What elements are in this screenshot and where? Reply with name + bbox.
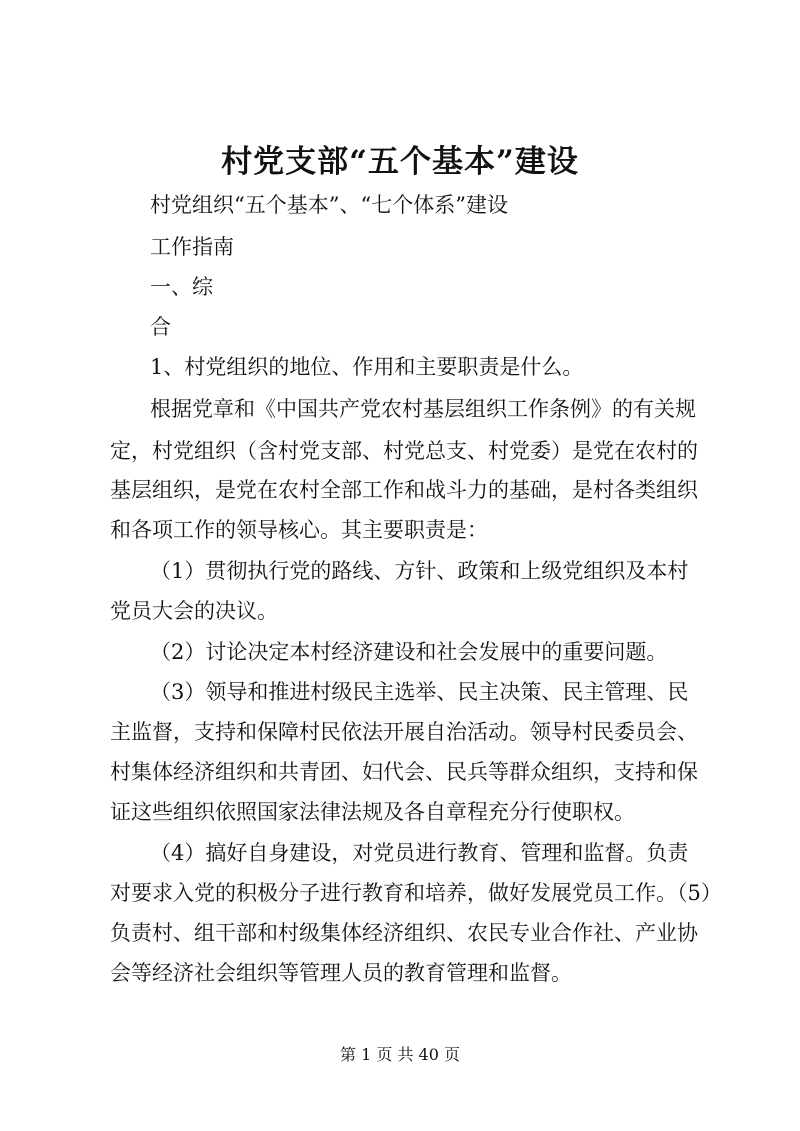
subtitle-line-1: 村党组织“五个基本”、“七个体系”建设 (150, 193, 508, 217)
paragraph-line: 基层组织，是党在农村全部工作和战斗力的基础，是村各类组织 (110, 478, 698, 502)
paragraph-line: 根据党章和《中国共产党农村基层组织工作条例》的有关规 (150, 397, 696, 421)
duty-item-4-line: （4）搞好自身建设，对党员进行教育、管理和监督。负责 (150, 841, 689, 865)
question-heading: 1、村党组织的地位、作用和主要职责是什么。 (150, 355, 584, 379)
section-heading-part-2: 合 (150, 315, 171, 339)
duty-item-3-line: 主监督，支持和保障村民依法开展自治活动。领导村民委员会、 (110, 720, 698, 744)
page-number-footer: 第 1 页 共 40 页 (340, 1045, 460, 1064)
duty-item-3-line: （3）领导和推进村级民主选举、民主决策、民主管理、民 (150, 680, 689, 704)
duty-item-3-line: 村集体经济组织和共青团、妇代会、民兵等群众组织，支持和保 (110, 760, 698, 784)
duty-item-2-line: （2）讨论决定本村经济建设和社会发展中的重要问题。 (150, 640, 668, 664)
section-heading-part-1: 一、综 (150, 275, 213, 299)
duty-item-4-line: 对要求入党的积极分子进行教育和培养，做好发展党员工作。（5） (110, 881, 722, 905)
duty-item-1-line: 党员大会的决议。 (110, 599, 278, 623)
paragraph-line: 和各项工作的领导核心。其主要职责是： (110, 518, 488, 542)
duty-item-5-line: 会等经济社会组织等管理人员的教育管理和监督。 (110, 961, 572, 985)
duty-item-3-line: 证这些组织依照国家法律法规及各自章程充分行使职权。 (110, 800, 635, 824)
document-title: 村党支部“五个基本”建设 (221, 144, 579, 180)
subtitle-line-2: 工作指南 (150, 235, 234, 259)
duty-item-1-line: （1）贯彻执行党的路线、方针、政策和上级党组织及本村 (150, 559, 689, 583)
duty-item-5-line: 负责村、组干部和村级集体经济组织、农民专业合作社、产业协 (110, 921, 698, 945)
paragraph-line: 定，村党组织（含村党支部、村党总支、村党委）是党在农村的 (110, 439, 698, 463)
